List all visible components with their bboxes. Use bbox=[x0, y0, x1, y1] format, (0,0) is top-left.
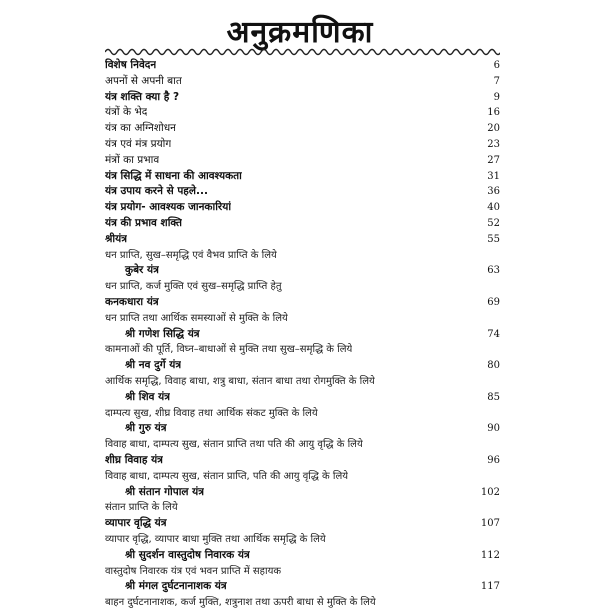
toc-entry bbox=[105, 453, 500, 469]
toc-entry-title: यंत्र सिद्धि में साधना की आवश्यकता bbox=[105, 169, 242, 182]
toc-entry-title: व्यापार वृद्धि, व्यापार बाधा मुक्ति तथा आर्थिक समृद्धि के लिये bbox=[105, 533, 326, 545]
toc-entry-description bbox=[105, 279, 500, 295]
toc-entry-title: यंत्रों के भेद bbox=[105, 106, 148, 119]
toc-entry bbox=[105, 90, 500, 106]
toc-entry-page: 55 bbox=[487, 233, 500, 245]
toc-entry bbox=[105, 121, 500, 137]
toc-entry-page: 117 bbox=[480, 581, 500, 593]
toc-entry-description bbox=[105, 406, 500, 422]
toc-entry-title: यंत्र शक्ति क्या है ? bbox=[105, 90, 180, 103]
toc-entry-title: कनकधारा यंत्र bbox=[105, 295, 159, 308]
toc-entry-page: 16 bbox=[487, 107, 500, 119]
toc-entry-title: कुबेर यंत्र bbox=[125, 264, 159, 277]
toc-entry-description bbox=[105, 437, 500, 453]
toc-entry bbox=[105, 295, 500, 311]
wavy-divider bbox=[105, 46, 500, 58]
toc-entry-page: 9 bbox=[493, 91, 500, 103]
toc-entry-description bbox=[105, 564, 500, 580]
toc-entry bbox=[105, 74, 500, 90]
toc-entry bbox=[105, 421, 500, 437]
toc-entry-title: बाहन दुर्घटनानाशक, कर्ज मुक्ति, शत्रुनाश तथा ऊपरी बाधा से मुक्ति के लिये bbox=[105, 597, 376, 609]
toc-entry-title: यंत्र एवं मंत्र प्रयोग bbox=[105, 137, 172, 150]
toc-entry-page: 90 bbox=[487, 423, 500, 435]
toc-entry-page: 7 bbox=[493, 75, 500, 87]
toc-entry-title: विवाह बाधा, दाम्पत्य सुख, संतान प्राप्ति, पति की आयु वृद्धि के लिये bbox=[105, 470, 349, 482]
toc-entry-page: 6 bbox=[493, 60, 500, 71]
toc-entry-page: 20 bbox=[487, 123, 500, 135]
toc-entry-title: श्री शिव यंत्र bbox=[125, 390, 171, 403]
toc-entry bbox=[105, 137, 500, 153]
toc-entry bbox=[105, 327, 500, 343]
page-title: अनुक्रमणिका bbox=[226, 15, 374, 50]
toc-entry-title: श्री गणेश सिद्धि यंत्र bbox=[125, 327, 200, 340]
toc-entry-title: व्यापार वृद्धि यंत्र bbox=[105, 517, 167, 530]
toc-entry bbox=[105, 485, 500, 501]
table-of-contents bbox=[105, 58, 500, 611]
toc-entry bbox=[105, 169, 500, 185]
toc-entry-description bbox=[105, 374, 500, 390]
toc-entry bbox=[105, 390, 500, 406]
toc-entry-title: संतान प्राप्ति के लिये bbox=[105, 502, 178, 514]
toc-entry-page: 80 bbox=[487, 360, 500, 372]
toc-entry-page: 112 bbox=[480, 549, 500, 561]
toc-entry-title: धन प्राप्ति, कर्ज मुक्ति एवं सुख–समृद्धि प्राप्ति हेतु bbox=[105, 281, 282, 293]
toc-entry-title: धन प्राप्ति, सुख–समृद्धि एवं वैभव प्राप्ति के लिये bbox=[105, 249, 277, 261]
toc-entry bbox=[105, 184, 500, 200]
toc-entry-title: श्री सुदर्शन वास्तुदोष निवारक यंत्र bbox=[125, 548, 250, 561]
toc-entry-page: 27 bbox=[487, 154, 500, 166]
toc-entry-page: 23 bbox=[487, 138, 500, 150]
toc-entry-description bbox=[105, 311, 500, 327]
toc-entry-page: 52 bbox=[487, 217, 500, 229]
toc-entry-description bbox=[105, 532, 500, 548]
toc-entry bbox=[105, 548, 500, 564]
toc-entry bbox=[105, 58, 500, 74]
toc-entry-title: श्री गुरु यंत्र bbox=[125, 422, 167, 435]
toc-entry bbox=[105, 263, 500, 279]
toc-entry bbox=[105, 516, 500, 532]
toc-entry-title: शीघ्र विवाह यंत्र bbox=[105, 453, 163, 466]
toc-entry-title: यंत्र उपाय करने से पहले... bbox=[105, 185, 208, 198]
toc-entry bbox=[105, 216, 500, 232]
toc-entry-description bbox=[105, 342, 500, 358]
toc-entry-description bbox=[105, 595, 500, 611]
toc-entry-title: दाम्पत्य सुख, शीघ्र विवाह तथा आर्थिक संकट मुक्ति के लिये bbox=[105, 407, 318, 419]
toc-entry-title: विवाह बाधा, दाम्पत्य सुख, संतान प्राप्ति तथा पति की आयु वृद्धि के लिये bbox=[105, 439, 363, 451]
toc-entry-description bbox=[105, 500, 500, 516]
toc-entry-title: श्री नव दुर्गे यंत्र bbox=[125, 359, 182, 372]
toc-entry-title: श्रीयंत्र bbox=[105, 232, 128, 245]
toc-entry-title: कामनाओं की पूर्ति, विघ्न–बाधाओं से मुक्ति तथा सुख–समृद्धि के लिये bbox=[105, 344, 353, 356]
toc-entry-page: 107 bbox=[480, 518, 500, 530]
toc-entry-title: मंत्रों का प्रभाव bbox=[105, 153, 160, 166]
toc-entry-page: 40 bbox=[487, 202, 500, 214]
toc-entry-title: यंत्र का अग्निशोधन bbox=[105, 122, 177, 135]
toc-entry bbox=[105, 579, 500, 595]
toc-entry bbox=[105, 105, 500, 121]
toc-entry-title: यंत्र की प्रभाव शक्ति bbox=[105, 216, 183, 229]
toc-entry-page: 96 bbox=[487, 454, 500, 466]
toc-entry-page: 36 bbox=[487, 186, 500, 198]
toc-entry-description bbox=[105, 248, 500, 264]
toc-entry-page: 63 bbox=[487, 265, 500, 277]
toc-entry-title: वास्तुदोष निवारक यंत्र एवं भवन प्राप्ति में सहायक bbox=[105, 565, 282, 577]
toc-entry-page: 31 bbox=[487, 170, 500, 182]
toc-entry-title: श्री संतान गोपाल यंत्र bbox=[125, 485, 205, 498]
toc-entry bbox=[105, 232, 500, 248]
toc-entry-title: अपनों से अपनी बात bbox=[105, 74, 182, 87]
toc-entry-title: विशेष निवेदन bbox=[105, 59, 157, 71]
toc-entry bbox=[105, 153, 500, 169]
toc-entry bbox=[105, 358, 500, 374]
toc-entry-title: श्री मंगल दुर्घटनानाशक यंत्र bbox=[125, 580, 227, 593]
toc-entry-page: 102 bbox=[480, 486, 500, 498]
toc-entry-description bbox=[105, 469, 500, 485]
toc-entry-title: धन प्राप्ति तथा आर्थिक समस्याओं से मुक्ति के लिये bbox=[105, 312, 288, 324]
toc-entry-page: 69 bbox=[487, 296, 500, 308]
toc-entry bbox=[105, 200, 500, 216]
toc-entry-title: आर्थिक समृद्धि, विवाह बाधा, शत्रु बाधा, संतान बाधा तथा रोगमुक्ति के लिये bbox=[105, 375, 375, 387]
toc-entry-page: 85 bbox=[487, 391, 500, 403]
toc-entry-title: यंत्र प्रयोग- आवश्यक जानकारियां bbox=[105, 201, 232, 214]
toc-entry-page: 74 bbox=[487, 328, 500, 340]
